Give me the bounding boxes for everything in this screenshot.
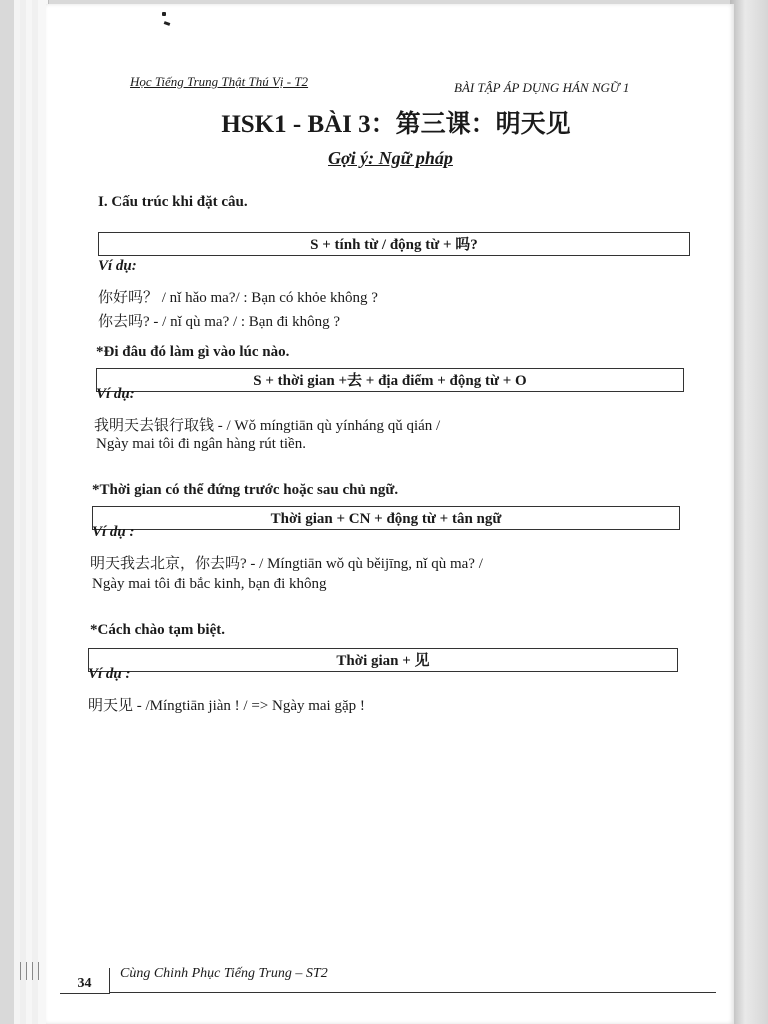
section-heading: *Đi đâu đó làm gì vào lúc nào. [96,344,290,360]
example-line: 你好吗？ / nǐ hǎo ma?/ : Bạn có khỏe không ? [98,290,378,306]
formula-box: Thời gian + 见 [88,648,678,672]
document-page [46,4,734,1024]
example-label: Ví dụ: [98,258,137,274]
example-line: 我明天去银行取钱 - / Wǒ míngtiān qù yínháng qǔ qián / [94,418,441,434]
header-series-title: BÀI TẬP ÁP DỤNG HÁN NGỮ 1 [454,80,630,95]
formula-box: Thời gian + CN + động từ + tân ngữ [92,506,680,530]
example-label: Ví dụ : [92,524,135,540]
right-page-edge [730,0,768,1024]
section-heading: *Cách chào tạm biệt. [90,622,225,638]
page-number: 34 [60,968,110,994]
example-line: 你去吗? - / nǐ qù ma? / : Bạn đi không ? [98,314,341,330]
scan-speck [162,12,166,16]
page-title: HSK1 - BÀI 3：第三课：明天见 [221,111,571,138]
section-heading: *Thời gian có thể đứng trước hoặc sau chủ ngữ. [92,482,399,498]
header-book-title: Học Tiếng Trung Thật Thú Vị - T2 [130,74,309,89]
formula-box: S + tính từ / động từ + 吗? [98,232,690,256]
example-line: Ngày mai tôi đi bắc kinh, bạn đi không [92,576,327,592]
page-subtitle: Gợi ý: Ngữ pháp [328,148,453,168]
example-line: Ngày mai tôi đi ngân hàng rút tiền. [96,436,306,452]
footer-rule [110,992,716,993]
example-line: 明天我去北京，你去吗? - / Míngtiān wǒ qù běijīng, nǐ qù ma? / [90,556,483,572]
footer-text: Cùng Chinh Phục Tiếng Trung – ST2 [120,966,328,981]
page-stack-marks [0,962,16,982]
scan-speck [164,21,171,26]
example-line: 明天见 - /Míngtiān jiàn ! / => Ngày mai gặp ! [88,698,365,714]
example-label: Ví dụ: [96,386,135,402]
formula-box: S + thời gian +去 + địa điểm + động từ + O [96,368,684,392]
section-heading: I. Cấu trúc khi đặt câu. [98,194,248,210]
example-label: Ví dụ : [88,666,131,682]
